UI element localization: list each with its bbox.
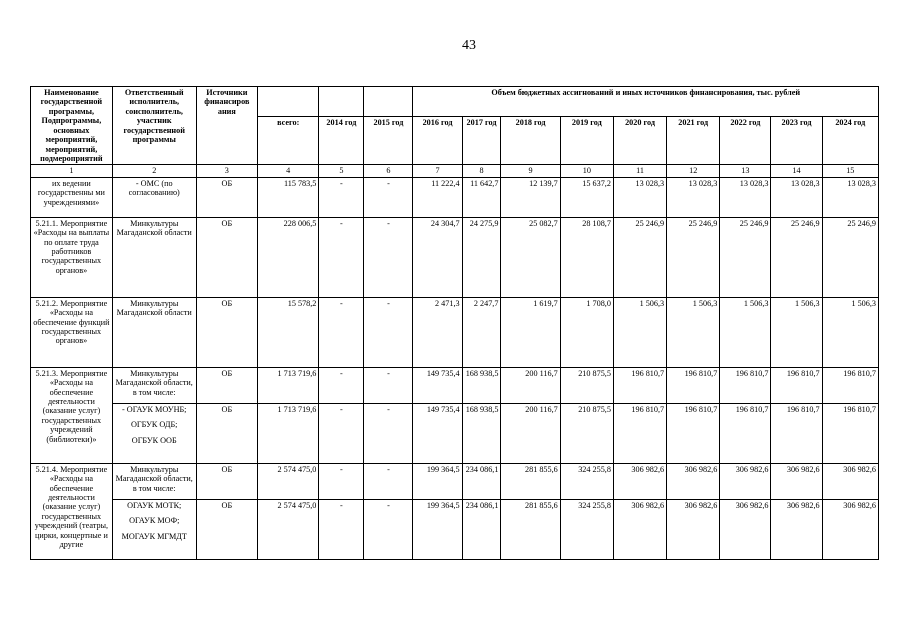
- header-source-line: ания: [217, 106, 236, 116]
- header-year: 2022 год: [720, 116, 771, 165]
- value-cell: 13 028,3: [771, 177, 822, 217]
- header-responsible: Ответственный исполнитель, соисполнитель, участник государственной программы: [112, 87, 196, 165]
- header-source-line: финансиров: [204, 97, 250, 107]
- value-cell: 306 982,6: [822, 499, 878, 559]
- row-responsible: - ОМС (по согласованию): [112, 177, 196, 217]
- value-cell: 228 006,5: [258, 217, 319, 297]
- row-responsible: [112, 463, 196, 499]
- table-row: [31, 217, 879, 297]
- value-cell: 196 810,7: [720, 367, 771, 403]
- value-cell: 306 982,6: [822, 463, 878, 499]
- table-row: [31, 403, 879, 463]
- index-cell: 5: [319, 165, 364, 177]
- value-cell: 196 810,7: [667, 403, 720, 463]
- header-year: 2021 год: [667, 116, 720, 165]
- table-row: [31, 499, 879, 559]
- value-cell: -: [319, 499, 364, 559]
- row-responsible: Минкультуры Магаданской области: [112, 297, 196, 367]
- value-cell: 200 116,7: [501, 403, 560, 463]
- value-cell: 199 364,5: [413, 463, 462, 499]
- value-cell: 281 855,6: [501, 463, 560, 499]
- responsible-line: ОГАУК МОФ;: [129, 516, 180, 526]
- value-cell: 28 108,7: [560, 217, 613, 297]
- value-cell: -: [319, 463, 364, 499]
- value-cell: -: [364, 499, 413, 559]
- value-cell: -: [319, 297, 364, 367]
- row-responsible: [112, 367, 196, 403]
- value-cell: 306 982,6: [720, 499, 771, 559]
- row-source: ОБ: [196, 499, 257, 559]
- value-cell: 149 735,4: [413, 367, 462, 403]
- value-cell: 306 982,6: [771, 499, 822, 559]
- value-cell: 234 086,1: [462, 499, 501, 559]
- value-cell: 24 275,9: [462, 217, 501, 297]
- value-cell: 2 247,7: [462, 297, 501, 367]
- value-cell: 2 471,3: [413, 297, 462, 367]
- budget-table: [30, 86, 879, 560]
- index-cell: 7: [413, 165, 462, 177]
- row-responsible: [112, 403, 196, 463]
- value-cell: 306 982,6: [613, 499, 666, 559]
- index-cell: 4: [258, 165, 319, 177]
- value-cell: 1 619,7: [501, 297, 560, 367]
- value-cell: 13 028,3: [613, 177, 666, 217]
- value-cell: 25 246,9: [720, 217, 771, 297]
- value-cell: 168 938,5: [462, 367, 501, 403]
- value-cell: 306 982,6: [667, 463, 720, 499]
- index-cell: 11: [613, 165, 666, 177]
- header-year: всего:: [258, 116, 319, 165]
- header-year: 2020 год: [613, 116, 666, 165]
- table-row: [31, 297, 879, 367]
- value-cell: 196 810,7: [771, 367, 822, 403]
- row-name: 5.21.3. Мероприятие «Расходы на обеспечение деятельности (оказание услуг) государственных учреждений (библиотеки)»: [31, 367, 113, 463]
- row-name: 5.21.4. Мероприятие «Расходы на обеспечение деятельности (оказание услуг) государственных учреждений (театры, цирки, концертные и другие: [31, 463, 113, 559]
- value-cell: -: [364, 177, 413, 217]
- value-cell: 196 810,7: [613, 367, 666, 403]
- value-cell: 306 982,6: [667, 499, 720, 559]
- value-cell: 196 810,7: [667, 367, 720, 403]
- header-year: 2015 год: [364, 116, 413, 165]
- table-row: [31, 177, 879, 217]
- value-cell: 2 574 475,0: [258, 463, 319, 499]
- value-cell: 324 255,8: [560, 499, 613, 559]
- responsible-line: ОГАУК МОТК;: [127, 500, 182, 510]
- value-cell: -: [364, 463, 413, 499]
- row-responsible: Минкультуры Магаданской области: [112, 217, 196, 297]
- header-year: 2018 год: [501, 116, 560, 165]
- responsible-line: МОГАУК МГМДТ: [121, 531, 187, 541]
- value-cell: 196 810,7: [822, 367, 878, 403]
- table-row: [31, 463, 879, 499]
- header-year: 2014 год: [319, 116, 364, 165]
- value-cell: 15 578,2: [258, 297, 319, 367]
- table-row: [31, 367, 879, 403]
- value-cell: 25 246,9: [771, 217, 822, 297]
- value-cell: 13 028,3: [667, 177, 720, 217]
- row-source: ОБ: [196, 367, 257, 403]
- responsible-line: Минкультуры Магаданской области, в том числе:: [115, 368, 193, 397]
- responsible-line: ОГБУК ОДБ;: [131, 420, 178, 430]
- value-cell: 25 246,9: [822, 217, 878, 297]
- index-cell: 8: [462, 165, 501, 177]
- value-cell: -: [364, 403, 413, 463]
- value-cell: 15 637,2: [560, 177, 613, 217]
- value-cell: 13 028,3: [720, 177, 771, 217]
- header-year: 2019 год: [560, 116, 613, 165]
- index-cell: 13: [720, 165, 771, 177]
- value-cell: 13 028,3: [822, 177, 878, 217]
- value-cell: -: [319, 367, 364, 403]
- responsible-line: Минкультуры Магаданской области, в том числе:: [115, 464, 193, 493]
- header-funding-title: Объем бюджетных ассигнований и иных источников финансирования, тыс. рублей: [413, 87, 879, 117]
- responsible-line: - ОГАУК МОУНБ;: [122, 404, 187, 414]
- row-name: 5.21.1. Мероприятие «Расходы на выплаты по оплате труда работников государственных органов»: [31, 217, 113, 297]
- header-year: 2023 год: [771, 116, 822, 165]
- row-name: 5.21.2. Мероприятие «Расходы на обеспечение функций государственных органов»: [31, 297, 113, 367]
- index-cell: 1: [31, 165, 113, 177]
- index-cell: 10: [560, 165, 613, 177]
- value-cell: 210 875,5: [560, 403, 613, 463]
- header-year: 2024 год: [822, 116, 878, 165]
- row-source: ОБ: [196, 217, 257, 297]
- responsible-line: ОГБУК ООБ: [131, 435, 177, 445]
- header-name: Наименование государственной программы, Подпрограммы, основных мероприятий, мероприятий, подмероприятий: [31, 87, 113, 165]
- index-row: [31, 165, 879, 177]
- index-cell: 14: [771, 165, 822, 177]
- header-source: [196, 87, 257, 165]
- index-cell: 2: [112, 165, 196, 177]
- value-cell: 25 246,9: [667, 217, 720, 297]
- index-cell: 3: [196, 165, 257, 177]
- value-cell: -: [364, 297, 413, 367]
- value-cell: 306 982,6: [613, 463, 666, 499]
- value-cell: 281 855,6: [501, 499, 560, 559]
- index-cell: 15: [822, 165, 878, 177]
- header-year: 2017 год: [462, 116, 501, 165]
- row-source: ОБ: [196, 403, 257, 463]
- value-cell: 24 304,7: [413, 217, 462, 297]
- value-cell: -: [364, 367, 413, 403]
- value-cell: 168 938,5: [462, 403, 501, 463]
- value-cell: 1 708,0: [560, 297, 613, 367]
- row-responsible: [112, 499, 196, 559]
- row-source: ОБ: [196, 463, 257, 499]
- header-year: 2016 год: [413, 116, 462, 165]
- value-cell: 210 875,5: [560, 367, 613, 403]
- value-cell: 234 086,1: [462, 463, 501, 499]
- value-cell: 25 246,9: [613, 217, 666, 297]
- value-cell: 1 506,3: [613, 297, 666, 367]
- value-cell: -: [319, 177, 364, 217]
- value-cell: 324 255,8: [560, 463, 613, 499]
- value-cell: 149 735,4: [413, 403, 462, 463]
- value-cell: -: [319, 217, 364, 297]
- value-cell: 1 713 719,6: [258, 403, 319, 463]
- value-cell: 196 810,7: [720, 403, 771, 463]
- index-cell: 12: [667, 165, 720, 177]
- value-cell: 1 506,3: [771, 297, 822, 367]
- value-cell: 11 222,4: [413, 177, 462, 217]
- index-cell: 6: [364, 165, 413, 177]
- value-cell: 196 810,7: [822, 403, 878, 463]
- value-cell: 12 139,7: [501, 177, 560, 217]
- value-cell: -: [364, 217, 413, 297]
- value-cell: 1 713 719,6: [258, 367, 319, 403]
- value-cell: 199 364,5: [413, 499, 462, 559]
- header-source-line: Источники: [206, 88, 248, 97]
- value-cell: 196 810,7: [613, 403, 666, 463]
- value-cell: 1 506,3: [720, 297, 771, 367]
- value-cell: 25 082,7: [501, 217, 560, 297]
- value-cell: 306 982,6: [771, 463, 822, 499]
- value-cell: 2 574 475,0: [258, 499, 319, 559]
- value-cell: 200 116,7: [501, 367, 560, 403]
- value-cell: 196 810,7: [771, 403, 822, 463]
- row-source: ОБ: [196, 297, 257, 367]
- value-cell: -: [319, 403, 364, 463]
- index-cell: 9: [501, 165, 560, 177]
- row-name: их ведении государственны ми учреждениями»: [31, 177, 113, 217]
- value-cell: 115 783,5: [258, 177, 319, 217]
- value-cell: 1 506,3: [667, 297, 720, 367]
- value-cell: 11 642,7: [462, 177, 501, 217]
- value-cell: 306 982,6: [720, 463, 771, 499]
- row-source: ОБ: [196, 177, 257, 217]
- value-cell: 1 506,3: [822, 297, 878, 367]
- page-number: 43: [462, 38, 476, 53]
